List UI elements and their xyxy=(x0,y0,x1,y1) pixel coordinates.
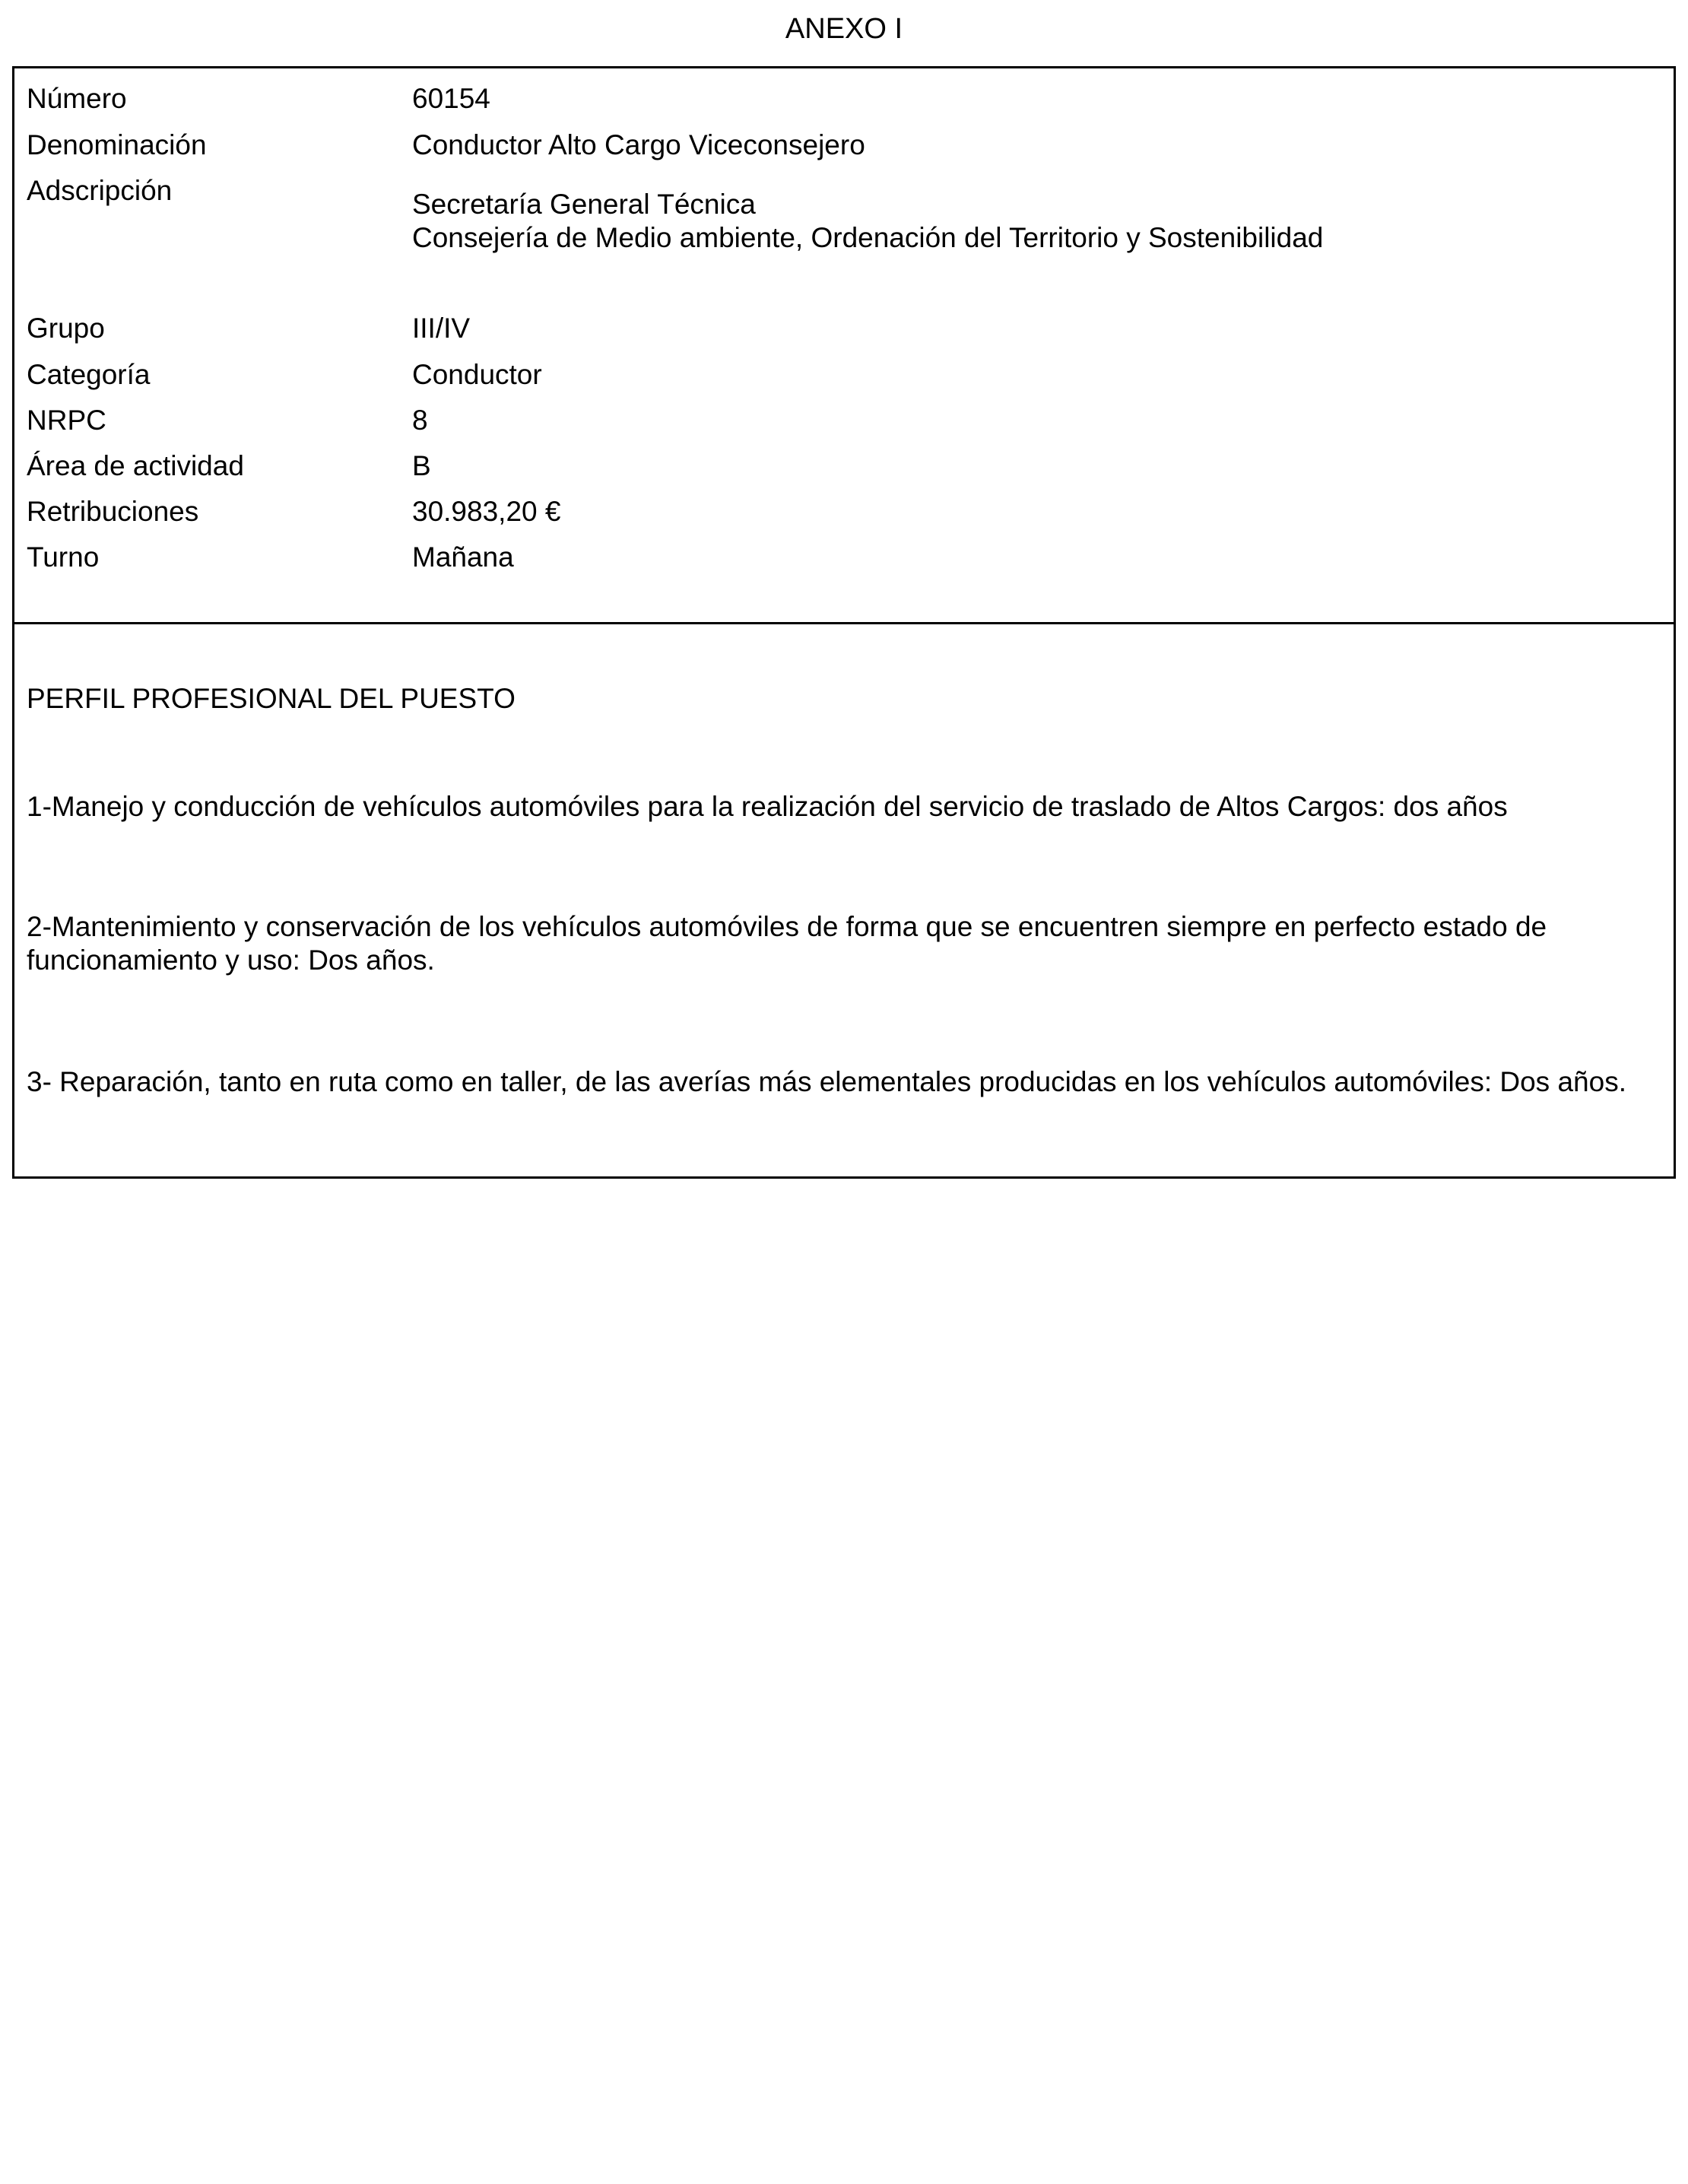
profile-item xyxy=(27,790,1661,824)
field-label: Número xyxy=(27,83,127,114)
field-label: Área de actividad xyxy=(27,450,244,481)
profile-box xyxy=(12,622,1676,1179)
position-details-box xyxy=(12,66,1676,624)
profile-item-line: 1-Manejo y conducción de vehículos automóviles para la realización del servicio de traslado de Altos Cargos: dos años xyxy=(27,791,1508,822)
field-label: Retribuciones xyxy=(27,496,199,527)
profile-item xyxy=(27,1065,1661,1099)
field-value xyxy=(412,188,1323,255)
field-label: Grupo xyxy=(27,313,105,344)
field-value: 60154 xyxy=(412,83,490,114)
annex-title: ANEXO I xyxy=(785,13,903,45)
field-value: 8 xyxy=(412,405,428,436)
profile-item-line: 2-Mantenimiento y conservación de los vehículos automóviles de forma que se encuentren siempre en perfecto estado de xyxy=(27,911,1547,942)
field-value-line: Secretaría General Técnica xyxy=(412,189,756,220)
profile-item-line: funcionamiento y uso: Dos años. xyxy=(27,944,435,976)
field-value: Mañana xyxy=(412,541,514,573)
field-value: 30.983,20 € xyxy=(412,496,561,527)
field-value: Conductor Alto Cargo Viceconsejero xyxy=(412,129,865,160)
profile-item xyxy=(27,910,1661,977)
field-value-line: Consejería de Medio ambiente, Ordenación del Territorio y Sostenibilidad xyxy=(412,222,1324,253)
field-value: B xyxy=(412,450,431,481)
field-label: Categoría xyxy=(27,359,151,390)
field-value: III/IV xyxy=(412,313,471,344)
field-label: NRPC xyxy=(27,405,106,436)
field-label: Adscripción xyxy=(27,175,173,206)
field-label: Denominación xyxy=(27,129,207,160)
profile-item-line: 3- Reparación, tanto en ruta como en taller, de las averías más elementales producidas en los vehículos automóviles: Dos años. xyxy=(27,1066,1626,1097)
profile-heading: PERFIL PROFESIONAL DEL PUESTO xyxy=(27,683,516,714)
field-label: Turno xyxy=(27,541,100,573)
field-value: Conductor xyxy=(412,359,542,390)
